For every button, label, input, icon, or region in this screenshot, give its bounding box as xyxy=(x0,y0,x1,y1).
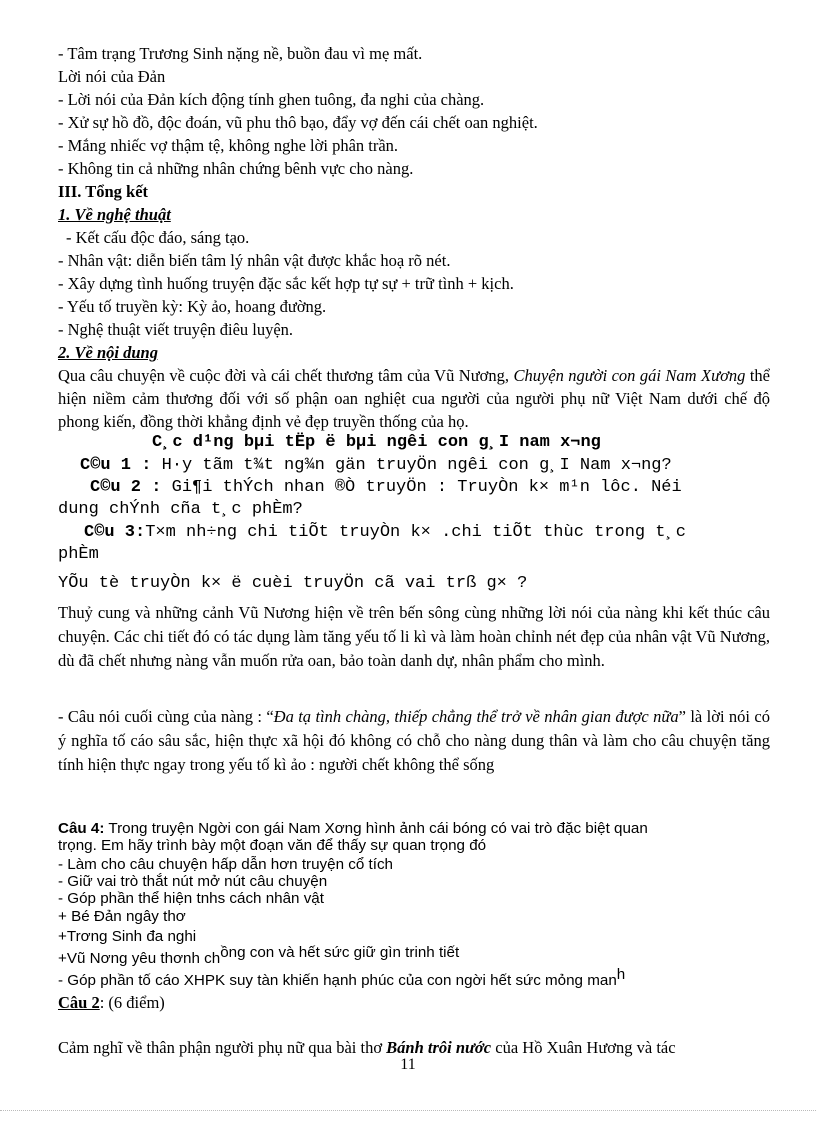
question-line: Câu 4: Trong truyện Ngời con gái Nam Xơng hình ảnh cái bóng có vai trò đặc biệt quan xyxy=(58,820,648,837)
question-line: dung chÝnh cña t¸c phÈm? xyxy=(58,500,303,519)
question-line: phÈm xyxy=(58,545,99,564)
list-item: - Nghệ thuật viết truyện điêu luyện. xyxy=(58,320,294,339)
text-line: - Không tin cả những nhân chứng bênh vực cho nàng. xyxy=(58,159,414,178)
text-line: Lời nói của Đản xyxy=(58,67,166,86)
answer-paragraph: Thuỷ cung và những cảnh Vũ Nương hiện về trên bến sông cùng những lời nói của nàng khi kết thúc câu chuyện. Các chi tiết đó có tác dụng làm tăng yếu tố li kì và làm hoàn chỉnh nét đẹp của nhân vật Vũ Nương, dù đã chết nhưng nàng vẫn muốn rửa oan, bảo toàn danh dự, nhân phẩm cho mình. xyxy=(58,603,771,670)
list-item: +Vũ Nơng yêu thơnh chồng con và hết sức giữ gìn trinh tiết xyxy=(58,944,460,967)
list-item: - Yếu tố truyền kỳ: Kỳ ảo, hoang đường. xyxy=(58,297,327,316)
question-line: Cảm nghĩ về thân phận người phụ nữ qua bài thơ Bánh trôi nước của Hồ Xuân Hương và tác xyxy=(58,1038,676,1057)
subsection-heading: 1. Về nghệ thuật xyxy=(58,205,171,224)
question-line: Câu 2: (6 điểm) xyxy=(58,993,165,1012)
question-line: YÕu tè truyÒn k× ë cuèi truyÖn cã vai trß g× ? xyxy=(58,574,528,593)
garbled-title: C¸c d¹ng bµi tËp ë bµi ngêi con g¸I nam x¬ng xyxy=(152,433,601,452)
text-line: - Xử sự hồ đồ, độc đoán, vũ phu thô bạo, đẩy vợ đến cái chết oan nghiệt. xyxy=(58,113,538,132)
list-item: + Bé Đản ngây thơ xyxy=(58,908,186,925)
text-line: - Mắng nhiếc vợ thậm tệ, không nghe lời phân trần. xyxy=(58,136,399,155)
list-item: - Làm cho câu chuyện hấp dẫn hơn truyện cổ tích xyxy=(58,856,394,873)
question-line: C©u 1 : H·y tãm t¾t ng¾n gän truyÖn ngêi con g¸I Nam x¬ng? xyxy=(80,456,672,475)
list-item: - Góp phần tố cáo XHPK suy tàn khiến hạnh phúc của con ngời hết sức mỏng manh xyxy=(58,966,626,989)
text-line: - Tâm trạng Trương Sinh nặng nề, buồn đau vì mẹ mất. xyxy=(58,44,423,63)
list-item: - Kết cấu độc đáo, sáng tạo. xyxy=(66,228,250,247)
question-line: trọng. Em hãy trình bày một đoạn văn để thấy sự quan trọng đó xyxy=(58,837,487,854)
list-item: - Xây dựng tình huống truyện đặc sắc kết hợp tự sự + trữ tình + kịch. xyxy=(58,274,514,293)
list-item: - Nhân vật: diễn biến tâm lý nhân vật được khắc hoạ rõ nét. xyxy=(58,251,451,270)
list-item: - Góp phần thể hiện tnhs cách nhân vật xyxy=(58,890,324,907)
list-item: +Trơng Sinh đa nghi xyxy=(58,928,197,945)
list-item: - Giữ vai trò thắt nút mở nút câu chuyện xyxy=(58,873,328,890)
section-heading: III. Tổng kết xyxy=(58,182,149,201)
question-line: C©u 3:T×m nh÷ng chi tiÕt truyÒn k× .chi tiÕt thùc trong t¸c xyxy=(84,523,686,542)
page-divider xyxy=(0,1110,816,1111)
answer-paragraph: - Câu nói cuối cùng của nàng : “Đa tạ tình chàng, thiếp chẳng thể trở về nhân gian được nữa” là lời nói có ý nghĩa tố cáo sâu sắc, hiện thực xã hội đó không có chỗ cho nàng dung thân và làm cho câu chuyện tăng tính hiện thực ngay trong yếu tố kì ảo : người chết không thể sống xyxy=(58,707,770,774)
content-paragraph: Qua câu chuyện về cuộc đời và cái chết thương tâm của Vũ Nương, Chuyện người con gái Nam Xương thể hiện niềm cảm thương đối với số phận oan nghiệt cua người của người phụ nữ Việt Nam dưới chế độ phong kiến, đồng thời khẳng định vẻ đẹp truyền thống của họ. xyxy=(58,366,770,431)
text-line: - Lời nói của Đản kích động tính ghen tuông, đa nghi của chàng. xyxy=(58,90,485,109)
question-line: C©u 2 : Gi¶i thÝch nhan ®Ò truyÖn : TruyÒn k× m¹n lôc. Néi xyxy=(90,478,682,497)
subsection-heading: 2. Về nội dung xyxy=(58,343,158,362)
page-number: 11 xyxy=(400,1056,416,1073)
